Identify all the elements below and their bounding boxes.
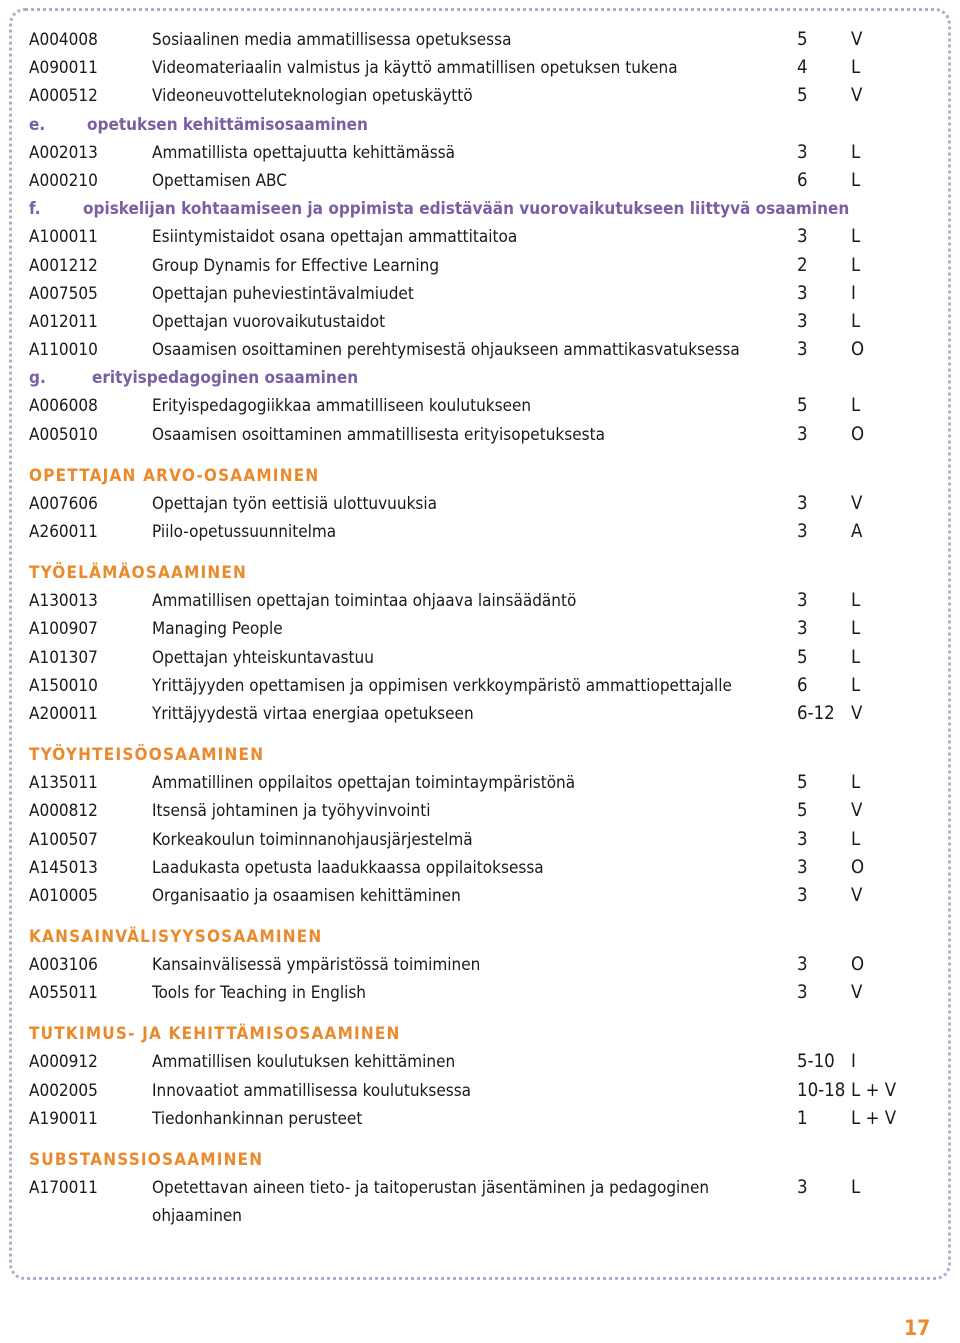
course-level: O bbox=[851, 954, 865, 976]
course-code: A090011 bbox=[29, 58, 98, 79]
course-credits: 3 bbox=[797, 492, 808, 514]
course-row bbox=[29, 280, 929, 308]
course-row bbox=[29, 1105, 929, 1133]
course-code: A000210 bbox=[29, 170, 98, 191]
course-code: A130013 bbox=[29, 591, 98, 612]
course-name: Erityispedagogiikkaa ammatilliseen koulutukseen bbox=[152, 396, 532, 417]
course-level: V bbox=[851, 29, 863, 50]
course-code: A145013 bbox=[29, 857, 98, 878]
course-name: Ammatillinen oppilaitos opettajan toimintaympäristönä bbox=[152, 773, 576, 794]
course-credits: 6 bbox=[797, 169, 808, 191]
course-row bbox=[29, 797, 929, 825]
course-name: Laadukasta opetusta laadukkaassa oppilaitoksessa bbox=[152, 857, 544, 878]
course-level: I bbox=[851, 1051, 856, 1073]
course-name: Opettajan yhteiskuntavastuu bbox=[152, 647, 374, 668]
subsection-title: opetuksen kehittämisosaaminen bbox=[87, 114, 368, 135]
course-name: Yrittäjyydestä virtaa energiaa opetukseen bbox=[152, 703, 474, 724]
course-level: V bbox=[851, 702, 863, 724]
course-name: Yrittäjyyden opettamisen ja oppimisen verkkoympäristö ammattiopettajalle bbox=[152, 675, 732, 696]
course-credits: 3 bbox=[797, 339, 808, 361]
course-name: Osaamisen osoittaminen perehtymisestä ohjaukseen ammattikasvatuksessa bbox=[152, 340, 740, 361]
course-code: A190011 bbox=[29, 1108, 98, 1129]
section-heading: TYÖYHTEISÖOSAAMINEN bbox=[29, 745, 265, 766]
course-name: Opettamisen ABC bbox=[152, 170, 287, 191]
course-level: L bbox=[851, 310, 861, 332]
course-code: A101307 bbox=[29, 647, 98, 668]
course-row bbox=[29, 644, 929, 672]
course-row bbox=[29, 518, 929, 546]
course-row bbox=[29, 167, 929, 195]
course-name: Sosiaalinen media ammatillisessa opetuksessa bbox=[152, 30, 512, 50]
course-row bbox=[29, 700, 929, 728]
course-credits: 5 bbox=[797, 29, 808, 50]
course-credits: 6 bbox=[797, 674, 808, 696]
course-code: A100907 bbox=[29, 619, 98, 640]
course-row bbox=[29, 421, 929, 449]
course-credits: 5 bbox=[797, 646, 808, 668]
section-heading: TYÖELÄMÄOSAAMINEN bbox=[29, 563, 248, 584]
course-credits: 10-18 bbox=[797, 1079, 846, 1101]
course-name: Tiedonhankinnan perusteet bbox=[152, 1108, 363, 1129]
course-code: A002005 bbox=[29, 1080, 98, 1101]
section-heading: KANSAINVÄLISYYSOSAAMINEN bbox=[29, 927, 323, 948]
course-code: A110010 bbox=[29, 340, 98, 361]
course-level: L bbox=[851, 395, 861, 417]
course-level: L bbox=[851, 674, 861, 696]
course-credits: 3 bbox=[797, 884, 808, 906]
course-row bbox=[29, 1048, 929, 1076]
course-credits: 4 bbox=[797, 57, 808, 79]
course-code: A150010 bbox=[29, 675, 98, 696]
course-level: L bbox=[851, 618, 861, 640]
course-name: Esiintymistaidot osana opettajan ammattitaitoa bbox=[152, 227, 518, 248]
course-level: I bbox=[851, 282, 856, 304]
course-row bbox=[29, 223, 929, 251]
course-row bbox=[29, 1077, 929, 1105]
course-name: Ammatillisen opettajan toimintaa ohjaava lainsäädäntö bbox=[152, 591, 577, 612]
course-code: A005010 bbox=[29, 424, 98, 445]
course-name: Videoneuvotteluteknologian opetuskäyttö bbox=[152, 86, 473, 107]
course-code: A012011 bbox=[29, 311, 98, 332]
subsection-letter: g. bbox=[29, 368, 46, 389]
course-name: Opettajan työn eettisiä ulottuvuuksia bbox=[152, 493, 438, 514]
course-code: A007505 bbox=[29, 283, 98, 304]
course-level: L bbox=[851, 772, 861, 794]
course-name: Videomateriaalin valmistus ja käyttö ammatillisen opetuksen tukena bbox=[152, 58, 678, 79]
course-code: A004008 bbox=[29, 30, 98, 50]
course-code: A002013 bbox=[29, 142, 98, 163]
course-name: Organisaatio ja osaamisen kehittäminen bbox=[152, 885, 461, 906]
course-level: V bbox=[851, 85, 863, 107]
subsection-heading bbox=[29, 111, 929, 139]
course-credits: 1 bbox=[797, 1107, 808, 1129]
course-row bbox=[29, 951, 929, 979]
course-level: L bbox=[851, 57, 861, 79]
subsection-letter: f. bbox=[29, 199, 41, 220]
section-heading: OPETTAJAN ARVO-OSAAMINEN bbox=[29, 465, 320, 486]
course-credits: 3 bbox=[797, 828, 808, 850]
course-level: O bbox=[851, 339, 865, 361]
course-code: A000812 bbox=[29, 801, 98, 822]
course-level: L bbox=[851, 169, 861, 191]
course-row bbox=[29, 139, 929, 167]
course-level: V bbox=[851, 800, 863, 822]
course-credits: 6-12 bbox=[797, 702, 835, 724]
course-credits: 3 bbox=[797, 141, 808, 163]
course-name: Ammatillisen koulutuksen kehittäminen bbox=[152, 1052, 456, 1073]
course-level: L bbox=[851, 646, 861, 668]
course-code: A055011 bbox=[29, 983, 98, 1004]
course-name: Korkeakoulun toiminnanohjausjärjestelmä bbox=[152, 829, 473, 850]
course-row bbox=[29, 769, 929, 797]
course-row bbox=[29, 1174, 929, 1230]
course-level: O bbox=[851, 423, 865, 445]
course-name: Ammatillista opettajuutta kehittämässä bbox=[152, 142, 456, 163]
section-heading: TUTKIMUS- JA KEHITTÄMISOSAAMINEN bbox=[29, 1024, 401, 1045]
course-credits: 2 bbox=[797, 254, 808, 276]
course-row bbox=[29, 854, 929, 882]
course-credits: 3 bbox=[797, 310, 808, 332]
course-credits: 3 bbox=[797, 226, 808, 248]
course-name: Opettajan vuorovaikutustaidot bbox=[152, 311, 386, 332]
course-code: A135011 bbox=[29, 773, 98, 794]
course-row bbox=[29, 587, 929, 615]
course-credits: 3 bbox=[797, 954, 808, 976]
subsection-heading bbox=[29, 195, 929, 223]
course-name: Innovaatiot ammatillisessa koulutuksessa bbox=[152, 1080, 472, 1101]
course-row bbox=[29, 26, 929, 54]
course-code: A100011 bbox=[29, 227, 98, 248]
course-level: V bbox=[851, 884, 863, 906]
course-code: A003106 bbox=[29, 955, 98, 976]
course-credits: 3 bbox=[797, 590, 808, 612]
course-row bbox=[29, 252, 929, 280]
course-row bbox=[29, 392, 929, 420]
course-row bbox=[29, 672, 929, 700]
course-credits: 3 bbox=[797, 423, 808, 445]
course-name: Piilo-opetussuunnitelma bbox=[152, 522, 337, 542]
subsection-title: opiskelijan kohtaamiseen ja oppimista edistävään vuorovaikutukseen liittyvä osaaminen bbox=[83, 199, 850, 220]
course-code: A170011 bbox=[29, 1178, 98, 1198]
course-code: A001212 bbox=[29, 255, 98, 276]
course-credits: 3 bbox=[797, 856, 808, 878]
course-row bbox=[29, 826, 929, 854]
course-code: A007606 bbox=[29, 493, 98, 514]
course-name: Kansainvälisessä ympäristössä toimiminen bbox=[152, 955, 481, 976]
course-row bbox=[29, 490, 929, 518]
course-row bbox=[29, 336, 929, 364]
course-level: V bbox=[851, 492, 863, 514]
course-code: A010005 bbox=[29, 885, 98, 906]
course-credits: 3 bbox=[797, 982, 808, 1004]
course-credits: 5 bbox=[797, 395, 808, 417]
course-level: L bbox=[851, 226, 861, 248]
course-level: L bbox=[851, 1177, 861, 1198]
course-level: V bbox=[851, 982, 863, 1004]
section-heading: SUBSTANSSIOSAAMINEN bbox=[29, 1150, 264, 1170]
course-credits: 3 bbox=[797, 1177, 808, 1198]
subsection-title: erityispedagoginen osaaminen bbox=[92, 368, 359, 389]
course-code: A200011 bbox=[29, 703, 98, 724]
course-row bbox=[29, 308, 929, 336]
course-code: A000912 bbox=[29, 1052, 98, 1073]
course-code: A000512 bbox=[29, 86, 98, 107]
course-level: L + V bbox=[851, 1107, 897, 1129]
course-level: L + V bbox=[851, 1079, 897, 1101]
course-credits: 3 bbox=[797, 618, 808, 640]
course-name: Itsensä johtaminen ja työhyvinvointi bbox=[152, 801, 431, 822]
course-list bbox=[29, 26, 929, 1230]
subsection-heading bbox=[29, 364, 929, 392]
course-level: L bbox=[851, 590, 861, 612]
course-level: L bbox=[851, 254, 861, 276]
course-name: Group Dynamis for Effective Learning bbox=[152, 255, 440, 276]
course-credits: 5 bbox=[797, 772, 808, 794]
course-level: O bbox=[851, 856, 865, 878]
course-level: L bbox=[851, 141, 861, 163]
course-level: L bbox=[851, 828, 861, 850]
subsection-letter: e. bbox=[29, 114, 46, 135]
course-name: Managing People bbox=[152, 619, 283, 640]
course-name: Osaamisen osoittaminen ammatillisesta erityisopetuksesta bbox=[152, 424, 605, 445]
course-credits: 3 bbox=[797, 521, 808, 542]
course-row bbox=[29, 979, 929, 1007]
course-level: A bbox=[851, 521, 863, 542]
course-row bbox=[29, 54, 929, 82]
course-credits: 5-10 bbox=[797, 1051, 835, 1073]
course-name: Opetettavan aineen tieto- ja taitoperustan jäsentäminen ja pedagoginen ohjaaminen bbox=[152, 1178, 710, 1227]
course-row bbox=[29, 882, 929, 910]
course-code: A100507 bbox=[29, 829, 98, 850]
course-code: A260011 bbox=[29, 522, 98, 542]
course-code: A006008 bbox=[29, 396, 98, 417]
course-row bbox=[29, 615, 929, 643]
course-credits: 5 bbox=[797, 800, 808, 822]
course-credits: 3 bbox=[797, 282, 808, 304]
course-row bbox=[29, 82, 929, 110]
course-credits: 5 bbox=[797, 85, 808, 107]
page-number: 17 bbox=[904, 1316, 931, 1340]
course-name: Opettajan puheviestintävalmiudet bbox=[152, 283, 414, 304]
course-name: Tools for Teaching in English bbox=[152, 983, 366, 1004]
